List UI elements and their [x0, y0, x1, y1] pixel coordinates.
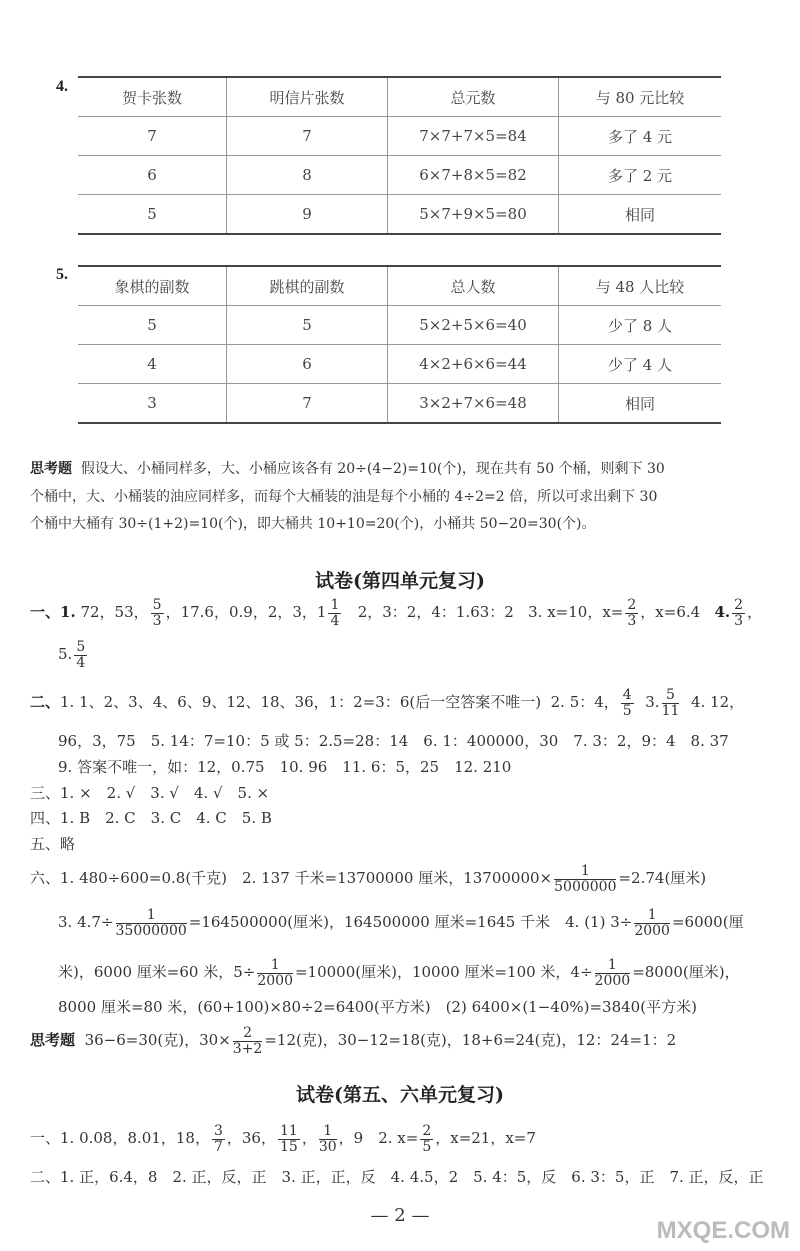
table-row — [78, 306, 721, 345]
table-cell: 相同 — [559, 195, 722, 235]
table-cell: 7 — [227, 117, 388, 156]
sec4-part-6-line-1 — [30, 864, 706, 894]
text: 六、1. 480÷600=0.8(千克) 2. 137 千米=13700000 厘米，13700000× — [30, 869, 553, 888]
text: 36−6=30(克)，30× — [84, 1031, 231, 1050]
part-label: 一、 — [30, 603, 61, 622]
table-row — [78, 156, 721, 195]
text: 4. 12， — [690, 693, 745, 712]
table-header-row — [78, 77, 721, 117]
table-header: 总人数 — [388, 266, 559, 306]
table-header: 总元数 — [388, 77, 559, 117]
fraction: $\frac{1}{4}$ — [330, 597, 340, 629]
sec4-part-3: 三、1. × 2. √ 3. √ 4. √ 5. × — [30, 784, 270, 802]
table-row — [78, 345, 721, 384]
fraction: $\frac{2}{3+2}$ — [232, 1025, 263, 1057]
table-cell: 6×7+8×5=82 — [388, 156, 559, 195]
table-header: 象棋的副数 — [78, 266, 227, 306]
table-row — [78, 384, 721, 424]
text: =2.74(厘米) — [618, 869, 707, 888]
table-cell: 5 — [227, 306, 388, 345]
fraction: $\frac{1}{30}$ — [318, 1123, 337, 1155]
think-question-label: 思考题 — [30, 461, 72, 477]
text: 假设大、小桶同样多，大、小桶应该各有 20÷(4−2)=10(个)，现在共有 50 个桶，则剩下 30 — [80, 461, 665, 477]
fraction: $\frac{5}{4}$ — [76, 639, 86, 671]
text: 72，53， — [80, 603, 149, 622]
sec4-part-2-line-3: 9. 答案不唯一，如：12，0.75 10. 96 11. 6：5，25 12. 210 — [58, 758, 512, 776]
sec56-part-2: 二、1. 正，6.4，8 2. 正，反，正 3. 正，正，反 4. 4.5，2 5. 4：5，反 6. 3：5，正 7. 正，反，正 — [30, 1168, 764, 1186]
table-header: 与 48 人比较 — [559, 266, 722, 306]
fraction: $\frac{1}{5000000}$ — [554, 863, 617, 895]
think-question-1-line-3: 个桶中大桶有 30÷(1+2)=10(个)，即大桶共 10+10=20(个)，小桶共 50−20=30(个)。 — [30, 516, 596, 532]
table-cell: 多了 2 元 — [559, 156, 722, 195]
table-cell: 6 — [227, 345, 388, 384]
think-question-label: 思考题 — [30, 1031, 76, 1050]
fraction: $\frac{4}{5}$ — [622, 687, 632, 719]
table-cell: 4×2+6×6=44 — [388, 345, 559, 384]
table-cell: 7×7+7×5=84 — [388, 117, 559, 156]
table-cell: 5 — [78, 195, 227, 235]
sec4-part-1-line-1: 一、1. 72，53， $\frac{5}{3}$ ，17.6，0.9，2，3，1 $\frac{1}{4}$ 2，3：2，4：1.63：2 3. x=10，x= $\frac{2}{3}$ ，x=6.4 4. $\frac{2}{3}$ ， — [30, 597, 763, 629]
sec4-part-2-line-2: 96，3，75 5. 14：7=10：5 或 5：2.5=28：14 6. 1：400000，30 7. 3：2，9：4 8. 37 — [58, 732, 729, 750]
sec4-part-4: 四、1. B 2. C 3. C 4. C 5. B — [30, 809, 272, 827]
text: 3. x=10，x= — [528, 603, 624, 622]
text: ，9 2. x= — [338, 1129, 419, 1148]
fraction: $\frac{11}{15}$ — [279, 1123, 298, 1155]
sec56-part-1 — [30, 1124, 536, 1154]
table-cell: 7 — [227, 384, 388, 424]
table-row — [78, 117, 721, 156]
text: ，x=6.4 — [640, 603, 701, 622]
text: =10000(厘米)，10000 厘米=100 米，4÷ — [294, 963, 593, 982]
table-cell: 5×2+5×6=40 — [388, 306, 559, 345]
text: ， — [301, 1129, 317, 1148]
table-4 — [78, 76, 721, 235]
sec4-part-1-line-2 — [58, 640, 89, 670]
fraction: $\frac{1}{35000000}$ — [115, 907, 187, 939]
table-cell: 相同 — [559, 384, 722, 424]
table-header: 跳棋的副数 — [227, 266, 388, 306]
text: ，17.6，0.9，2，3，1 — [165, 603, 327, 622]
table-header: 与 80 元比较 — [559, 77, 722, 117]
sec4-part-2-line-1 — [30, 688, 744, 718]
sec4-part-6-line-4: 8000 厘米=80 米，(60+100)×80÷2=6400(平方米) (2) 6400×(1−40%)=3840(平方米) — [58, 998, 697, 1016]
question-5-label: 5. — [56, 266, 68, 283]
table-cell: 少了 8 人 — [559, 306, 722, 345]
text: 2，3：2，4：1.63：2 — [357, 603, 514, 622]
text: =12(克)，30−12=18(克)，18+6=24(克)，12：24=1：2 — [264, 1031, 677, 1050]
question-4-label: 4. — [56, 78, 68, 95]
think-question-2 — [30, 1026, 676, 1056]
fraction: $\frac{5}{3}$ — [152, 597, 162, 629]
text: 1. 1、2、3、4、6、9、12、18、36，1：2=3：6(后一空答案不唯一) — [60, 693, 542, 712]
watermark: MXQE.COM — [656, 1217, 790, 1244]
table-cell: 多了 4 元 — [559, 117, 722, 156]
page-number: — 2 — — [370, 1205, 430, 1226]
text: 5. — [58, 645, 73, 664]
table-header-row — [78, 266, 721, 306]
table-row — [78, 195, 721, 235]
part-label: 二、 — [30, 693, 61, 712]
table-cell: 6 — [78, 156, 227, 195]
table-cell: 9 — [227, 195, 388, 235]
fraction: $\frac{3}{7}$ — [213, 1123, 223, 1155]
text: 3. 4.7÷ — [58, 913, 114, 932]
table-cell: 8 — [227, 156, 388, 195]
table-5 — [78, 265, 721, 424]
section-title-unit-4: 试卷(第四单元复习) — [315, 570, 485, 592]
table-cell: 4 — [78, 345, 227, 384]
fraction: $\frac{2}{5}$ — [422, 1123, 432, 1155]
table-cell: 少了 4 人 — [559, 345, 722, 384]
sec4-part-5: 五、略 — [30, 835, 76, 853]
fraction: $\frac{2}{3}$ — [734, 597, 744, 629]
text: ，36， — [226, 1129, 276, 1148]
table-cell: 7 — [78, 117, 227, 156]
text: 一、1. 0.08，8.01，18， — [30, 1129, 210, 1148]
table-header: 贺卡张数 — [78, 77, 227, 117]
fraction: $\frac{5}{11}$ — [661, 687, 680, 719]
fraction: $\frac{2}{3}$ — [627, 597, 637, 629]
text: ， — [747, 603, 763, 622]
table-cell: 5 — [78, 306, 227, 345]
text: =8000(厘米)， — [632, 963, 740, 982]
table-cell: 3×2+7×6=48 — [388, 384, 559, 424]
fraction: $\frac{1}{2000}$ — [594, 957, 631, 989]
text: 2. 5：4， — [550, 693, 619, 712]
text: 3. — [645, 693, 660, 712]
sec4-part-6-line-3 — [58, 958, 740, 988]
fraction: $\frac{1}{2000}$ — [634, 907, 670, 939]
text: =164500000(厘米)，164500000 厘米=1645 千米 4. (1) 3÷ — [188, 913, 633, 932]
text: =6000(厘 — [671, 913, 744, 932]
text: 米)，6000 厘米=60 米，5÷ — [58, 963, 256, 982]
text: ，x=21，x=7 — [435, 1129, 536, 1148]
think-question-1-line-2: 个桶中，大、小桶装的油应同样多，而每个大桶装的油是每个小桶的 4÷2=2 倍，所以可求出剩下 30 — [30, 489, 658, 505]
table-cell: 3 — [78, 384, 227, 424]
table-header: 明信片张数 — [227, 77, 388, 117]
fraction: $\frac{1}{2000}$ — [257, 957, 293, 989]
think-question-1-line-1 — [30, 458, 665, 478]
section-title-unit-5-6: 试卷(第五、六单元复习) — [296, 1084, 504, 1106]
table-cell: 5×7+9×5=80 — [388, 195, 559, 235]
text: 4. — [714, 603, 731, 622]
sec4-part-6-line-2 — [58, 908, 744, 938]
